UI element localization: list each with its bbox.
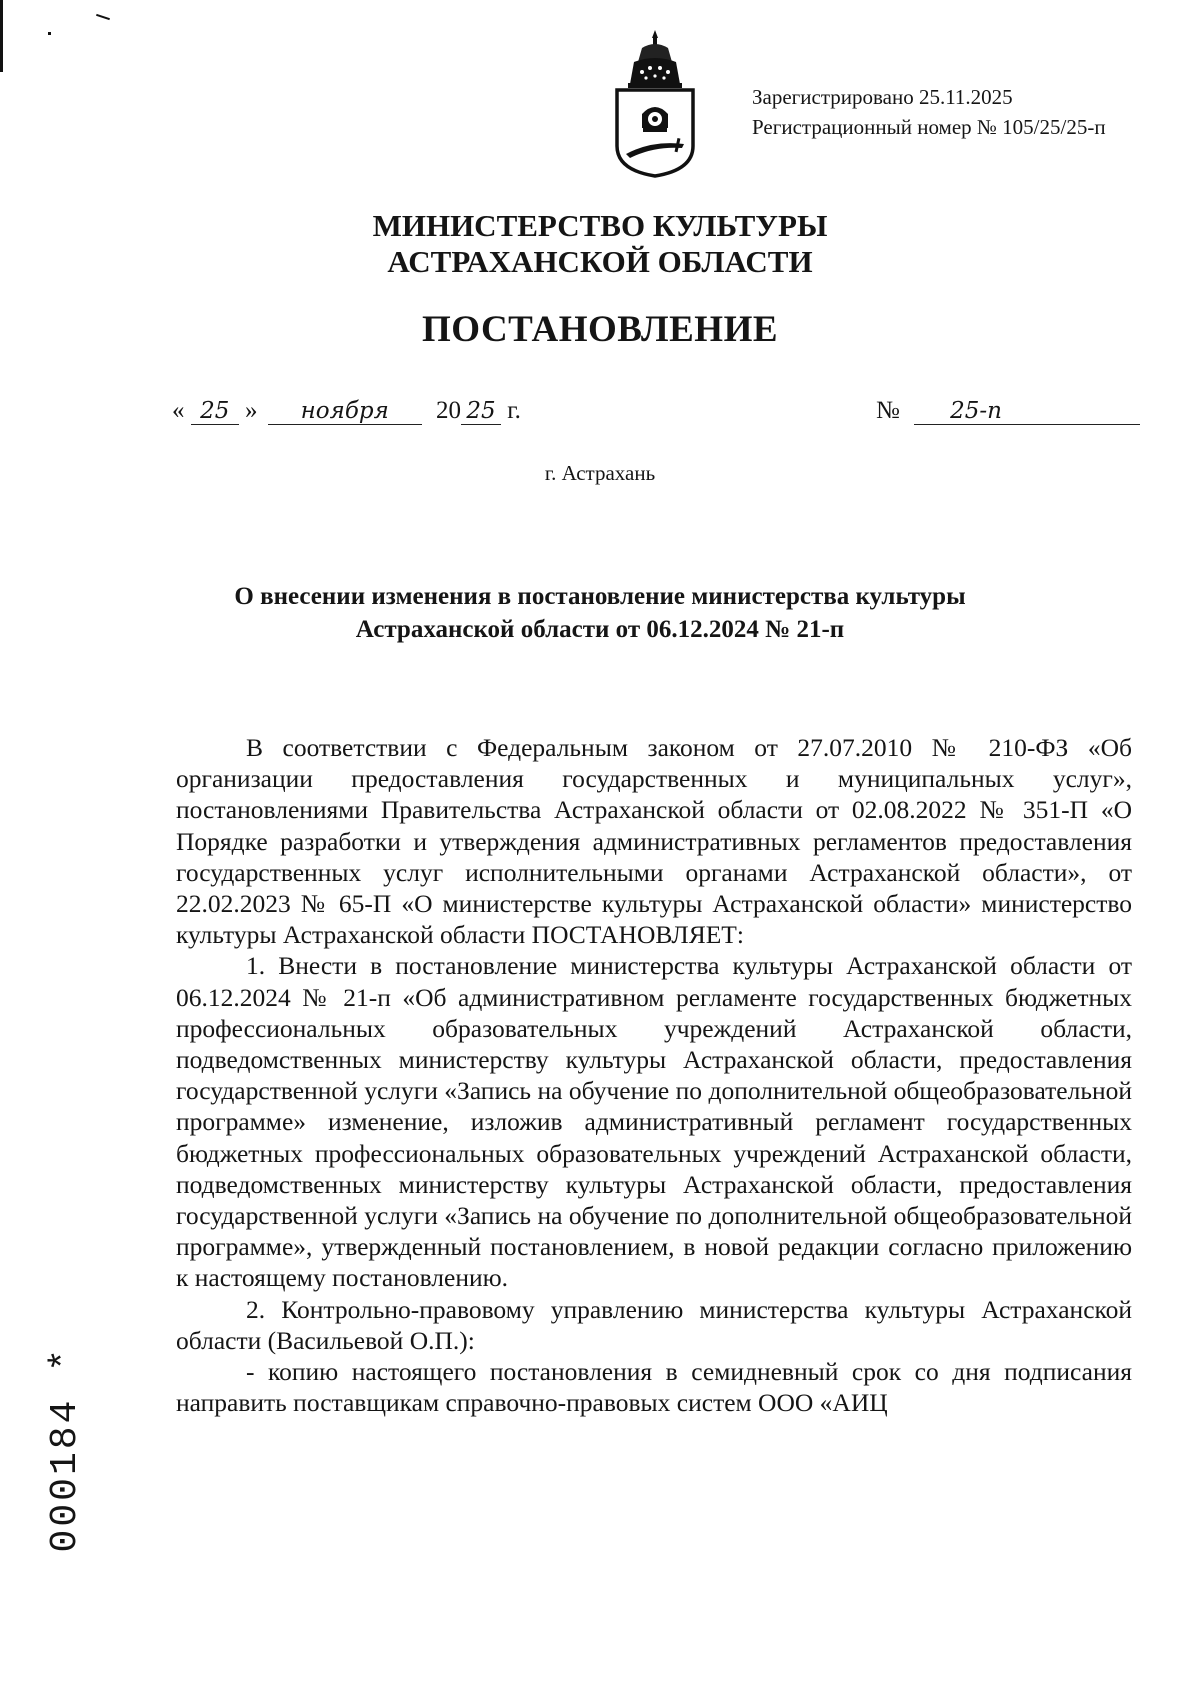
paragraph-item-2: 2. Контрольно-правовому управлению министерства культуры Астраханской области (Васильевой О.П.): bbox=[176, 1294, 1132, 1355]
document-type-title: ПОСТАНОВЛЕНИЕ bbox=[421, 309, 779, 350]
document-subject bbox=[0, 580, 1200, 646]
side-code-text: 000184 * bbox=[44, 1345, 87, 1552]
ministry-line-2: АСТРАХАНСКОЙ ОБЛАСТИ bbox=[387, 244, 813, 279]
paragraph-item-2-bullet: - копию настоящего постановления в семидневный срок со дня подписания направить поставщикам справочно-правовых систем ООО «АИЦ bbox=[176, 1357, 1132, 1418]
paragraph-item-1: 1. Внести в постановление министерства культуры Астраханской области от 06.12.2024 № 21-п «Об административном регламенте государственных бюджетных профессиональных образовательных учреждений Астраханской области, подведомственных министерству культуры Астраханской области, предоставления государственной услуги «Запись на обучение по дополнительной общеобразовательной программе» изменение, изложив административный регламент государственных бюджетных профессиональных образовательных учреждений Астраханской области, подведомственных министерству культуры Астраханской области, предоставления государственной услуги «Запись на обучение по дополнительной общеобразовательной программе», утвержденный постановлением, в новой редакции согласно приложению к настоящему постановлению. bbox=[176, 951, 1132, 1293]
city: г. Астрахань bbox=[544, 461, 656, 485]
scan-artifact bbox=[0, 0, 3, 72]
date-year-suffix: 25 bbox=[461, 398, 501, 425]
document-body bbox=[176, 732, 1132, 1418]
registration-date: Зарегистрировано 25.11.2025 bbox=[752, 85, 1013, 109]
registration-stamp bbox=[752, 82, 1106, 142]
date-year-prefix: 20 bbox=[436, 397, 461, 424]
subject-line-2: Астраханской области от 06.12.2024 № 21-п bbox=[355, 616, 845, 643]
date-close-quote: » bbox=[245, 397, 258, 424]
document-date bbox=[172, 397, 521, 425]
coat-of-arms-icon bbox=[612, 28, 698, 178]
date-suffix: г. bbox=[507, 397, 521, 424]
paragraph-preamble: В соответствии с Федеральным законом от 27.07.2010 № 210-ФЗ «Об организации предоставления государственных и муниципальных услуг», постановлениями Правительства Астраханской области от 02.08.2022 № 351-П «О Порядке разработки и утверждения административных регламентов предоставления государственных услуг исполнительными органами Астраханской области», от 22.02.2023 № 65-П «О министерстве культуры Астраханской области» министерство культуры Астраханской области ПОСТАНОВЛЯЕТ: bbox=[176, 733, 1132, 950]
ministry-name bbox=[0, 208, 1200, 280]
date-open-quote: « bbox=[172, 397, 185, 424]
number-value: 25-п bbox=[914, 398, 1140, 425]
number-label: № bbox=[876, 397, 900, 424]
registration-number: Регистрационный номер № 105/25/25-п bbox=[752, 115, 1106, 139]
side-registration-code bbox=[44, 1345, 87, 1586]
subject-line-1: О внесении изменения в постановление министерства культуры bbox=[234, 583, 966, 610]
date-month: ноября bbox=[268, 398, 422, 425]
scan-artifact bbox=[48, 32, 51, 35]
scan-artifact bbox=[96, 14, 110, 20]
ministry-line-1: МИНИСТЕРСТВО КУЛЬТУРЫ bbox=[372, 208, 828, 243]
date-day: 25 bbox=[191, 398, 239, 425]
document-number bbox=[876, 397, 1140, 425]
